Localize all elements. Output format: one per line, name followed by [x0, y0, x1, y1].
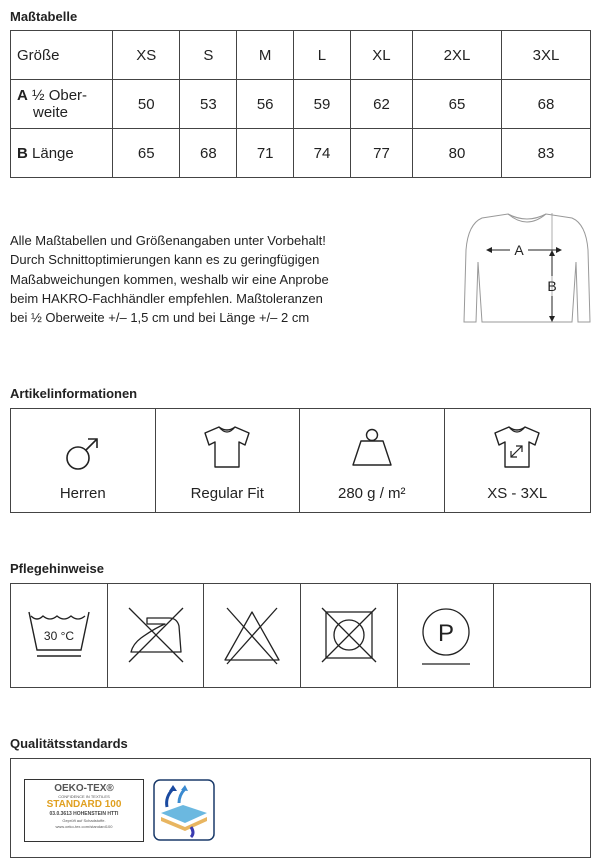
tshirt-size-icon	[493, 425, 541, 469]
care-item	[301, 584, 398, 687]
weight-icon	[349, 427, 395, 469]
table-cell: 56	[237, 80, 294, 129]
no-tumble-dry-icon	[318, 604, 380, 666]
oekotex-url: www.oeko-tex.com/standard100	[55, 824, 113, 829]
oekotex-standard: STANDARD 100	[46, 799, 122, 810]
article-info-grid	[10, 408, 591, 513]
table-cell: 53	[180, 80, 237, 129]
table-cell: 77	[350, 129, 412, 178]
wash-30-icon	[27, 610, 91, 662]
article-info-item	[11, 409, 156, 512]
size-col: M	[237, 31, 294, 80]
row-label	[11, 80, 113, 129]
table-header-row	[11, 31, 591, 80]
no-bleach-icon	[221, 604, 283, 666]
article-info-label: 280 g / m²	[337, 485, 406, 502]
size-col: 2XL	[413, 31, 502, 80]
care-item	[11, 584, 108, 687]
diagram-label-a: A	[514, 242, 524, 258]
care-grid	[10, 583, 591, 688]
size-col: 3XL	[501, 31, 590, 80]
size-col: XL	[350, 31, 412, 80]
care-item	[204, 584, 301, 687]
table-cell: 50	[113, 80, 180, 129]
sweater-measure-icon	[460, 210, 594, 326]
dry-clean-p-icon	[417, 606, 475, 668]
oekotex-tested: Geprüft auf Schadstoffe.	[62, 818, 106, 823]
size-table	[10, 30, 591, 178]
table-cell: 65	[113, 129, 180, 178]
article-info-label: XS - 3XL	[487, 485, 548, 502]
breathable-fabric-icon	[153, 779, 215, 841]
table-cell: 80	[413, 129, 502, 178]
table-cell: 68	[180, 129, 237, 178]
care-title: Pflegehinweise	[10, 561, 104, 576]
row-key: A	[17, 87, 28, 104]
care-item	[108, 584, 205, 687]
row-label	[11, 129, 113, 178]
table-cell: 59	[294, 80, 351, 129]
oekotex-number: 03.0.3613 HOHENSTEIN HTTI	[49, 811, 119, 817]
dry-clean-letter: P	[437, 620, 454, 647]
no-iron-icon	[125, 604, 187, 666]
size-col: S	[180, 31, 237, 80]
article-info-item	[300, 409, 445, 512]
table-row	[11, 129, 591, 178]
disclaimer-line: beim HAKRO-Fachhändler empfehlen. Maßtoleranzen	[10, 290, 323, 306]
table-cell: 83	[501, 129, 590, 178]
disclaimer-line: Maßabweichungen kommen, weshalb wir eine Anprobe	[10, 271, 329, 287]
care-item-empty	[494, 584, 590, 687]
male-symbol-icon	[61, 431, 105, 475]
size-header-label: Größe	[11, 31, 113, 80]
article-info-item	[445, 409, 591, 512]
table-row	[11, 80, 591, 129]
article-info-label: Regular Fit	[190, 485, 264, 502]
tshirt-icon	[203, 425, 251, 469]
oekotex-name: OEKO-TEX®	[54, 783, 114, 794]
diagram-label-b: B	[547, 278, 557, 294]
article-info-item	[156, 409, 301, 512]
disclaimer-text	[10, 231, 390, 327]
table-cell: 65	[413, 80, 502, 129]
disclaimer-line: bei ½ Oberweite +/– 1,5 cm und bei Länge +/– 2 cm	[10, 310, 310, 326]
row-name-cont: weite	[33, 104, 69, 121]
row-name: Länge	[32, 144, 74, 162]
size-col: XS	[113, 31, 180, 80]
article-info-title: Artikelinformationen	[10, 386, 138, 401]
quality-box	[10, 758, 591, 858]
article-info-label: Herren	[59, 485, 106, 502]
oekotex-badge	[24, 779, 144, 842]
row-name: ½ Ober-	[32, 87, 88, 104]
size-table-title: Maßtabelle	[10, 9, 78, 24]
oekotex-tagline: CONFIDENCE IN TEXTILES	[58, 794, 110, 799]
table-cell: 74	[294, 129, 351, 178]
disclaimer-line: Durch Schnittoptimierungen kann es zu geringfügigen	[10, 252, 320, 268]
table-cell: 62	[350, 80, 412, 129]
wash-temperature: 30 °C	[43, 629, 74, 643]
table-cell: 68	[501, 80, 590, 129]
quality-title: Qualitätsstandards	[10, 736, 128, 751]
disclaimer-line: Alle Maßtabellen und Größenangaben unter Vorbehalt!	[10, 233, 326, 248]
row-key: B	[17, 144, 28, 162]
care-item	[398, 584, 495, 687]
size-col: L	[294, 31, 351, 80]
table-cell: 71	[237, 129, 294, 178]
